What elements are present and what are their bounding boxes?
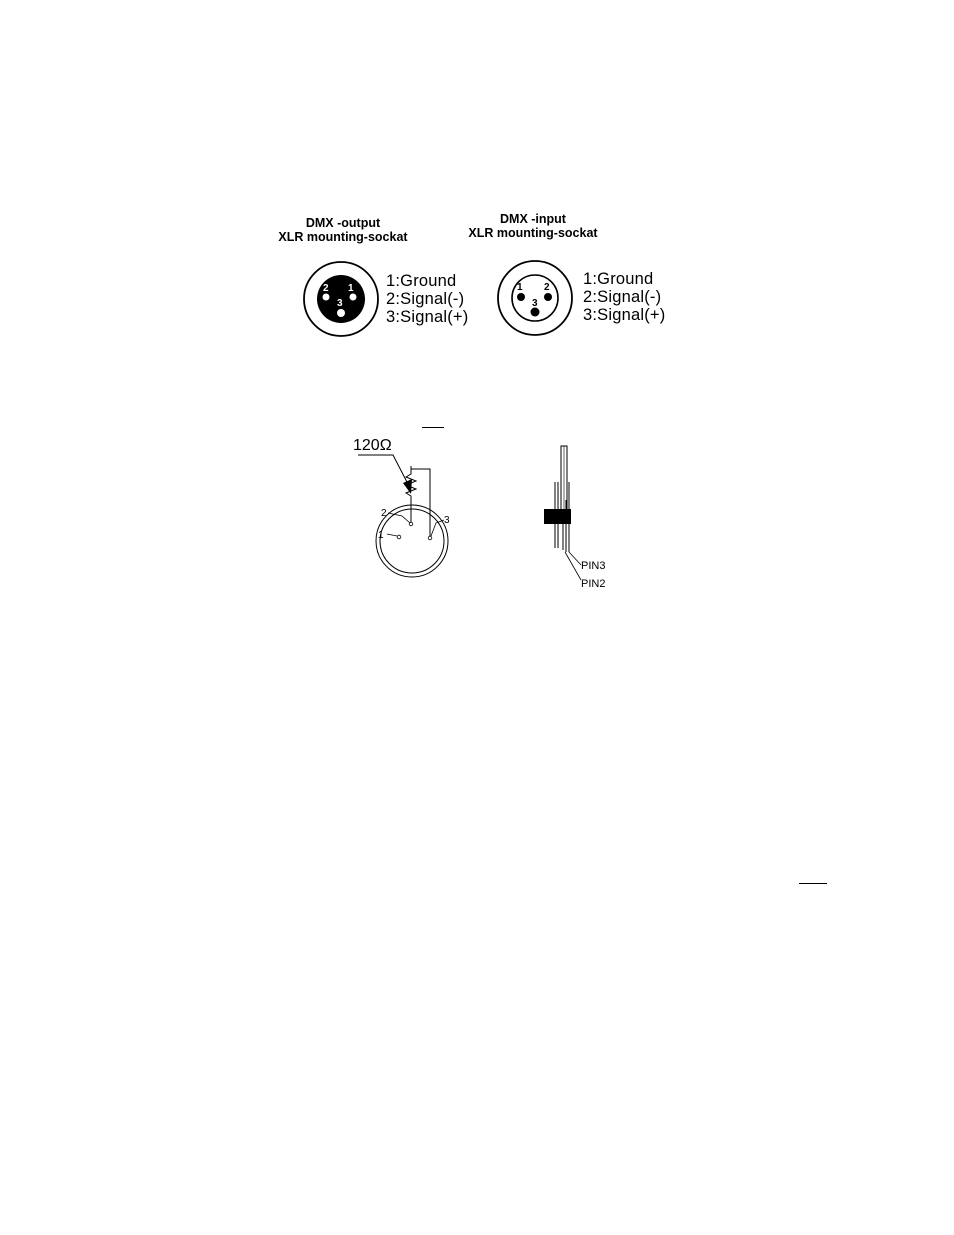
output-pin-1-dot [350, 294, 357, 301]
input-title-line2: XLR mounting-sockat [468, 226, 598, 240]
resistor-value-label: 120Ω [353, 437, 392, 454]
output-pin-3-dot [337, 309, 345, 317]
terminator-side-diagram [535, 440, 625, 592]
terminator-inner-ring [380, 509, 444, 573]
input-pin-2-desc: 2:Signal(-) [583, 288, 662, 306]
output-title-line1: DMX -output [305, 216, 381, 230]
output-pin-label-2: 2 [323, 283, 329, 294]
input-pin-1-desc: 1:Ground [583, 270, 654, 288]
terminator-pin-3 [428, 536, 432, 540]
output-title-line2: XLR mounting-sockat [278, 230, 408, 244]
terminator-pin-label-3: 3 [444, 515, 450, 526]
input-pin-3-desc: 3:Signal(+) [583, 306, 666, 324]
output-pin-2-dot [323, 294, 330, 301]
resistor-zigzag [406, 466, 416, 523]
output-pin-1-desc: 1:Ground [386, 272, 457, 290]
heat-shrink-band [544, 509, 571, 524]
output-pin-label-3: 3 [337, 298, 343, 309]
output-pin-label-1: 1 [348, 283, 354, 294]
input-title-line1: DMX -input [500, 212, 566, 226]
xlr-input-socket-icon [496, 259, 574, 337]
input-pin-label-2: 2 [544, 282, 550, 293]
output-connector-title [268, 216, 418, 244]
terminator-outer-ring [376, 505, 448, 577]
input-pin-1-dot [517, 293, 525, 301]
output-pin-list [386, 272, 468, 326]
input-connector-title [458, 212, 608, 240]
input-pin-list [583, 270, 665, 324]
output-pin-2-desc: 2:Signal(-) [386, 290, 465, 308]
resistor-wire-to-pin3 [411, 469, 430, 538]
input-pin-2-dot [544, 293, 552, 301]
terminator-pin-1 [397, 535, 401, 539]
short-rule-bottom [799, 883, 827, 884]
resistor-leader-line [358, 455, 409, 486]
xlr-output-socket-icon [302, 260, 380, 338]
side-label-pin3: PIN3 [581, 560, 606, 572]
output-pin-3-desc: 3:Signal(+) [386, 308, 469, 326]
input-pin-label-1: 1 [517, 282, 523, 293]
input-pin-label-3: 3 [532, 298, 538, 309]
terminator-pin-label-1: 1 [378, 530, 384, 541]
terminator-pin-label-2: 2 [381, 508, 387, 519]
side-label-pin2: PIN2 [581, 578, 606, 590]
terminator-front-diagram [340, 428, 480, 578]
